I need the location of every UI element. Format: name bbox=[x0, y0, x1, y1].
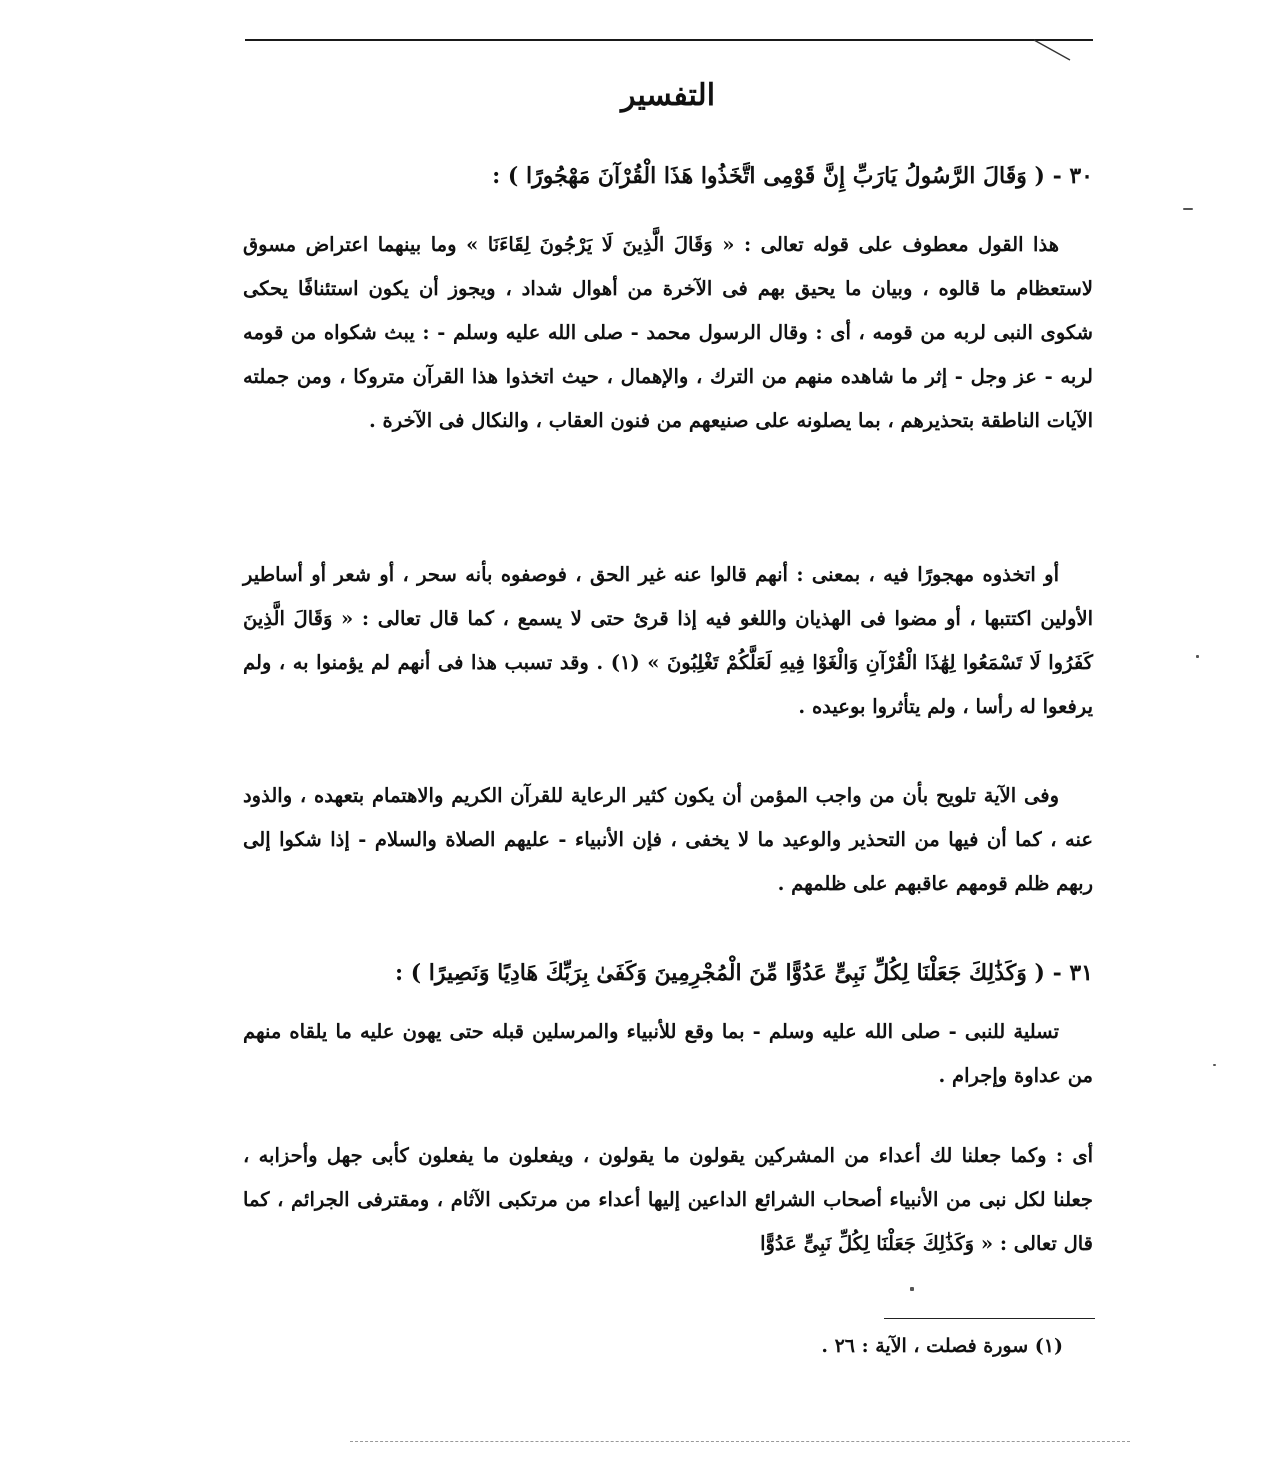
paragraph-31-1: تسلية للنبى - صلى الله عليه وسلم - بما وقع للأنبياء والمرسلين قبله حتى يهون عليه ما يلقاه منهم من عداوة وإجرام . bbox=[243, 1020, 1093, 1087]
verse-heading-31: ٣١ - ( وَكَذَٰلِكَ جَعَلْنَا لِكُلِّ نَبِىٍّ عَدُوًّا مِّنَ الْمُجْرِمِينَ وَكَفَىٰ بِرَبِّكَ هَادِيًا وَنَصِيرًا ) : bbox=[394, 960, 1093, 986]
paragraph-31-2: أى : وكما جعلنا لك أعداء من المشركين يقولون ما يقولون ، ويفعلون ما يفعلون كأبى جهل وأحزابه ، جعلنا لكل نبى من الأنبياء أصحاب الشرائع الداعين إليها أعداء من مرتكبى الآثام ، ومقترفى الجرائم ، كما قال تعالى : « وَكَذَٰلِكَ جَعَلْنَا لِكُلِّ نَبِىٍّ عَدُوًّا bbox=[243, 1144, 1093, 1255]
scan-speck bbox=[1183, 208, 1193, 210]
scan-edge-line bbox=[350, 1441, 1130, 1442]
footnote: (١) سورة فصلت ، الآية : ٢٦ . bbox=[821, 1335, 1063, 1357]
footnote-rule bbox=[884, 1318, 1095, 1319]
scan-speck bbox=[910, 1287, 914, 1291]
page-body bbox=[243, 0, 1093, 1477]
scan-speck bbox=[1213, 1064, 1216, 1066]
verse-heading-30: ٣٠ - ( وَقَالَ الرَّسُولُ يَارَبِّ إِنَّ قَوْمِى اتَّخَذُوا هَذَا الْقُرْآنَ مَهْجُورًا ) : bbox=[492, 163, 1093, 189]
scan-speck bbox=[1196, 655, 1199, 658]
page-title: التفسير bbox=[620, 78, 716, 113]
paragraph-30-2: أو اتخذوه مهجورًا فيه ، بمعنى : أنهم قالوا عنه غير الحق ، فوصفوه بأنه سحر ، أو شعر أو أساطير الأولين اكتتبها ، أو مضوا فى الهذيان واللغو فيه إذا قرئ حتى لا يسمع ، كما قال تعالى : « وَقَالَ الَّذِينَ كَفَرُوا لَا تَسْمَعُوا لِهَٰذَا الْقُرْآنِ وَالْغَوْا فِيهِ لَعَلَّكُمْ تَغْلِبُونَ » (١) . وقد تسبب هذا فى أنهم لم يؤمنوا به ، ولم يرفعوا له رأسا ، ولم يتأثروا بوعيده . bbox=[243, 563, 1093, 718]
paragraph-30-3: وفى الآية تلويح بأن من واجب المؤمن أن يكون كثير الرعاية للقرآن الكريم والاهتمام بتعهده ، والذود عنه ، كما أن فيها من التحذير والوعيد ما لا يخفى ، فإن الأنبياء - عليهم الصلاة والسلام - إذا شكوا إلى ربهم ظلم قومهم عاقبهم على ظلمهم . bbox=[243, 784, 1093, 895]
paragraph-30-1: هذا القول معطوف على قوله تعالى : « وَقَالَ الَّذِينَ لَا يَرْجُونَ لِقَاءَنَا » وما بينهما اعتراض مسوق لاستعظام ما قالوه ، وبيان ما يحيق بهم فى الآخرة من أهوال شداد ، ويجوز أن يكون استئنافًا يحكى شكوى النبى لربه من قومه ، أى : وقال الرسول محمد - صلى الله عليه وسلم - : يبث شكواه من قومه لربه - عز وجل - إثر ما شاهده منهم من الترك ، والإهمال ، حيث اتخذوا هذا القرآن متروكا ، ومن جملته الآيات الناطقة بتحذيرهم ، بما يصلونه على صنيعهم من فنون العقاب ، والنكال فى الآخرة . bbox=[243, 233, 1093, 432]
